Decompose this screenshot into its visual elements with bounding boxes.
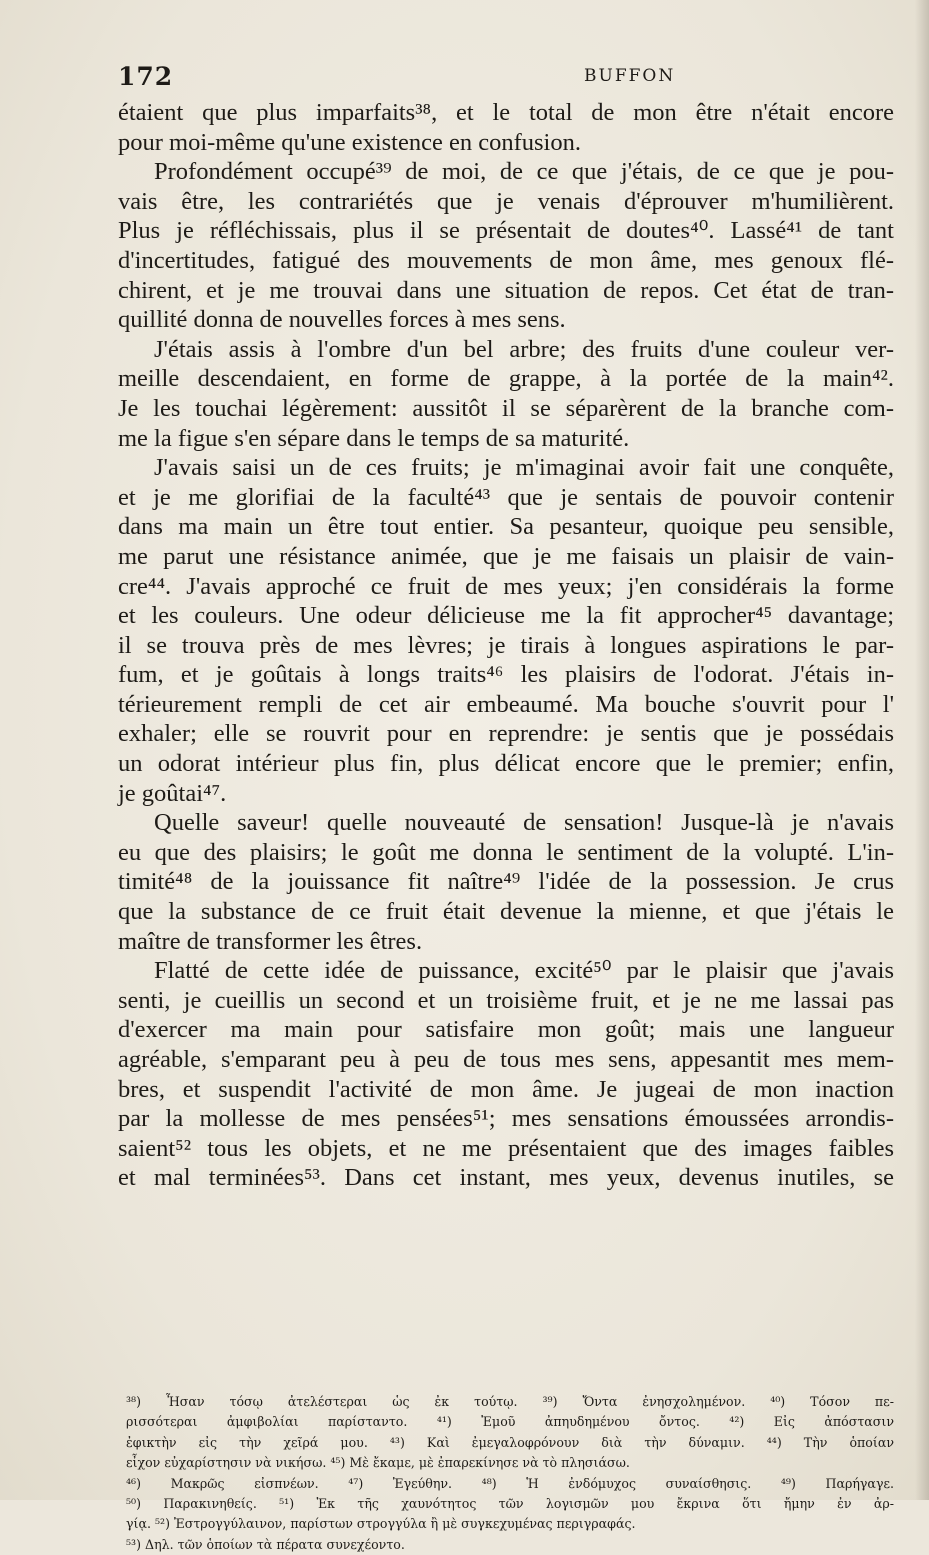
text-line: Profondément occupé³⁹ de moi, de ce que j'étais, de ce que je pou-: [154, 158, 894, 186]
text-line: Je les touchai légèrement: aussitôt il se séparèrent de la branche com-: [118, 394, 894, 422]
text-line: cre⁴⁴. J'avais approché ce fruit de mes yeux; j'en considérais la forme: [118, 572, 894, 600]
body-text: [118, 98, 894, 1193]
text-line: et les couleurs. Une odeur délicieuse me la fit approcher⁴⁵ davantage;: [118, 602, 894, 630]
footnote-line: ⁵⁰) Παρακινηθείς. ⁵¹) Ἐκ τῆς χαυνότητος τῶν λογισμῶν μου ἔκρινα ὅτι ἤμην ἐν ἀρ-: [126, 1495, 894, 1511]
text-line: pour moi-même qu'une existence en confusion.: [118, 128, 581, 156]
text-line: d'exercer ma main pour satisfaire mon goût; mais une langueur: [118, 1016, 894, 1044]
running-title: BUFFON: [584, 66, 676, 86]
text-line: il se trouva près de mes lèvres; je tirais à longues aspirations le par-: [118, 631, 894, 659]
footnote-line: ³⁸) Ἦσαν τόσῳ ἀτελέστεραι ὡς ἐκ τούτῳ. ³⁹) Ὄντα ἐνησχολημένον. ⁴⁰) Τόσον πε-: [126, 1394, 894, 1409]
text-line: d'incertitudes, fatigué des mouvements de mon âme, mes genoux flé-: [118, 246, 894, 274]
text-line: térieurement rempli de cet air embeaumé. Ma bouche s'ouvrit pour l': [118, 690, 894, 718]
text-line: et mal terminées⁵³. Dans cet instant, mes yeux, devenus inutiles, se: [118, 1164, 894, 1192]
text-line: me parut une résistance animée, que je me faisais un plaisir de vain-: [118, 542, 894, 570]
text-line: fum, et je goûtais à longs traits⁴⁶ les plaisirs de l'odorat. J'étais in-: [118, 661, 894, 689]
text-line: maître de transformer les êtres.: [118, 927, 423, 955]
text-line: bres, et suspendit l'activité de mon âme. Je jugeai de mon inaction: [118, 1075, 894, 1103]
text-line: je goûtai⁴⁷.: [118, 779, 227, 807]
text-line: dans ma main un être tout entier. Sa pesanteur, quoique peu sensible,: [118, 513, 894, 541]
footnote-line: ⁴⁶) Μακρῶς εἰσπνέων. ⁴⁷) Ἐγεύθην. ⁴⁸) Ἡ ἐνδόμυχος συναίσθησις. ⁴⁹) Παρήγαγε.: [126, 1475, 894, 1491]
text-line: meille descendaient, en forme de grappe, à la portée de la main⁴².: [118, 365, 894, 393]
page-number: 172: [118, 62, 174, 91]
text-line: J'avais saisi un de ces fruits; je m'imaginai avoir fait une conquête,: [154, 454, 894, 482]
text-line: étaient que plus imparfaits³⁸, et le total de mon être n'était encore: [118, 99, 894, 126]
footnote-line: εἶχον εὐχαρίστησιν νὰ νικήσω. ⁴⁵) Μὲ ἔκαμε, μὲ ἐπαρεκίνησε νὰ τὸ πλησιάσω.: [126, 1455, 630, 1471]
text-line: eu que des plaisirs; le goût me donna le sentiment de la volupté. L'in-: [118, 838, 894, 866]
text-line: que la substance de ce fruit était devenue la mienne, et que j'étais le: [118, 898, 894, 926]
footnote-line: ἐφικτὴν εἰς τὴν χεῖρά μου. ⁴³) Καὶ ἐμεγαλοφρόνουν διὰ τὴν δύναμιν. ⁴⁴) Τὴν ὁποίαν: [126, 1434, 894, 1450]
footnote-line: γίᾳ. ⁵²) Ἐστρογγύλαινον, παρίστων στρογγύλα ἢ μὲ συγκεχυμένας περιγραφάς.: [126, 1516, 636, 1532]
footnote-line: ⁵³) Δηλ. τῶν ὁποίων τὰ πέρατα συνεχέοντο.: [126, 1536, 405, 1552]
text-line: vais être, les contrariétés que je venais d'éprouver m'humilièrent.: [118, 187, 894, 215]
text-line: timité⁴⁸ de la jouissance fit naître⁴⁹ l'idée de la possession. Je crus: [118, 868, 894, 896]
running-head: [118, 62, 894, 92]
text-line: saient⁵² tous les objets, et ne me présentaient que des images faibles: [118, 1134, 894, 1162]
footnote-line: ρισσότεραι ἀμφιβολίαι παρίσταντο. ⁴¹) Ἐμοῦ ἀπηυδημένου ὄντος. ⁴²) Εἰς ἀπόστασιν: [126, 1414, 894, 1430]
text-line: agréable, s'emparant peu à peu de tous mes sens, appesantit mes mem-: [118, 1046, 894, 1073]
text-line: et je me glorifiai de la faculté⁴³ que je sentais de pouvoir contenir: [118, 483, 894, 511]
text-line: exhaler; elle se rouvrit pour en reprendre: je sentis que je possédais: [118, 720, 894, 748]
text-line: me la figue s'en sépare dans le temps de sa maturité.: [118, 424, 630, 452]
page-edge-shadow: [915, 0, 929, 1500]
text-line: Plus je réfléchissais, plus il se présentait de doutes⁴⁰. Lassé⁴¹ de tant: [118, 217, 894, 245]
text-line: chirent, et je me trouvai dans une situation de repos. Cet état de tran-: [118, 276, 894, 304]
text-line: quillité donna de nouvelles forces à mes sens.: [118, 306, 566, 334]
text-line: Quelle saveur! quelle nouveauté de sensation! Jusque-là je n'avais: [154, 809, 894, 837]
text-line: Flatté de cette idée de puissance, excité⁵⁰ par le plaisir que j'avais: [154, 957, 894, 985]
text-line: senti, je cueillis un second et un troisième fruit, et je ne me lassai pas: [118, 986, 894, 1014]
footnotes: [126, 1392, 894, 1555]
text-line: J'étais assis à l'ombre d'un bel arbre; des fruits d'une couleur ver-: [154, 335, 894, 363]
text-line: par la mollesse de mes pensées⁵¹; mes sensations émoussées arrondis-: [118, 1105, 894, 1133]
text-line: un odorat intérieur plus fin, plus délicat encore que le premier; enfin,: [118, 750, 894, 778]
